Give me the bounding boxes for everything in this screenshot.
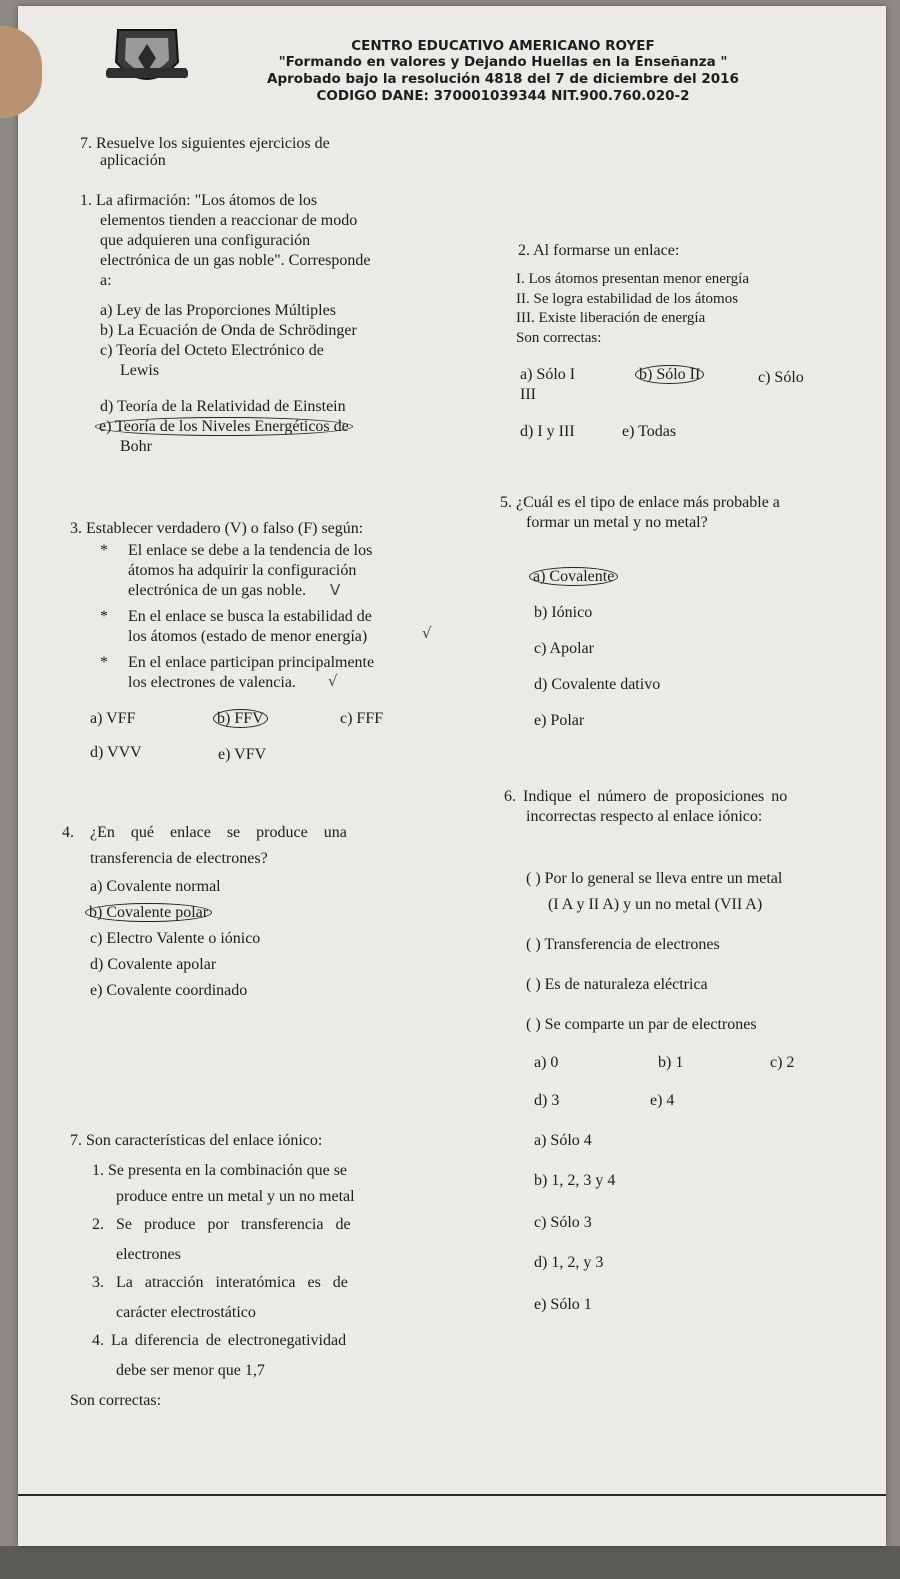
q3-item-3-line-2: los electrones de valencia. <box>128 674 296 691</box>
q6-item-2: ( ) Transferencia de electrones <box>526 936 720 953</box>
instructions-line-1: 7. Resuelve los siguientes ejercicios de <box>80 135 330 152</box>
q6-line-1: 6. Indique el número de proposiciones no <box>504 788 788 805</box>
page-bottom-rule <box>18 1494 886 1496</box>
q5-option-a: a) Covalente <box>529 567 618 586</box>
q3-mark-2: √ <box>422 624 432 642</box>
q3-mark-1: V <box>330 581 341 599</box>
school-motto: "Formando en valores y Dejando Huellas en la Enseñanza " <box>278 54 728 70</box>
q5-option-c: c) Apolar <box>534 640 594 657</box>
q7-item-3-line-1: 3. La atracción interatómica es de <box>92 1274 348 1291</box>
q7-title: 7. Son características del enlace iónico: <box>70 1132 323 1149</box>
q3-option-c: c) FFF <box>340 710 384 727</box>
q6-option-c: c) 2 <box>770 1054 795 1071</box>
q2-statement-1: I. Los átomos presentan menor energía <box>516 271 749 287</box>
q1-option-e: e) Teoría de los Niveles Energéticos de <box>95 417 353 436</box>
school-resolution: Aprobado bajo la resolución 4818 del 7 de diciembre del 2016 <box>267 71 739 87</box>
q5-line-1: 5. ¿Cuál es el tipo de enlace más probable a <box>500 494 780 511</box>
q3-option-e: e) VFV <box>218 746 267 763</box>
q2-option-e: e) Todas <box>622 423 677 440</box>
q1-option-d: d) Teoría de la Relatividad de Einstein <box>100 398 346 415</box>
q7-prompt: Son correctas: <box>70 1392 162 1409</box>
worksheet-page: CENTRO EDUCATIVO AMERICANO ROYEF "Formando en valores y Dejando Huellas en la Enseñanza " Aprobado bajo la resolución 4818 del 7 de diciembre del 2016 CODIGO DANE: 370001039344 NIT.900.760.020-2 7. Resuelve los siguientes ejercicios de aplicación 1. La afirmación: "Los átomos de los elementos tienden a reaccionar de modo que adquieren una configuración electrónica de un gas noble". Corresponde a: a) Ley de las Proporciones Múltiples b) La Ecuación de Onda de Schrödinger c) Teoría del Octeto Electrónico de Lewis d) Teoría de la Relatividad de Einstein e) Teoría de los Niveles Energéticos de Bohr 2. Al formarse un enlace: I. Los átomos presentan menor energía II. Se logra estabilidad de los átomos III. Existe liberación de energía Son correctas: a) Sólo I b) Sólo II c) Sólo III d) I y III e) Todas 3. Establecer verdadero (V) o falso (F) según: * El enlace se debe a la tendencia de los átomos ha adquirir la configuración electrónica de un gas noble. V * En el enlace se busca la estabilidad de los átomos (estado de menor energía) √ * En el enlace participan principalmente los electrones de valencia. √ a) VFF b) FFV c) FFF d) VVV e) VFV 4. ¿En qué enlace se produce una transferencia de electrones? a) Covalente normal b) Covalente polar c) Electro Valente o iónico d) Covalente apolar e) Covalente coordinado 5. ¿Cuál es el tipo de enlace más probable a formar un metal y no metal? a) Covalente b) Iónico c) Apolar d) Covalente dativo e) Polar 6. Indique el número de proposiciones no incorrectas respecto al enlace iónico: ( ) Por lo general se lleva entre un metal (I A y II A) y un no metal (VII A) ( ) Transferencia de electrones ( ) Es de naturaleza eléctrica ( ) Se comparte un par de electrones a) 0 b) 1 c) 2 d) 3 e) 4 7. Son características del enlace iónico: 1. Se presenta en la combinación que se produce entre un metal y un no metal 2. Se produce por transferencia de electrones 3. La atracción interatómica es de carácter electrostático 4. La diferencia de electronegatividad debe ser menor que 1,7 Son correctas: a) Sólo 4 b) 1, 2, 3 y 4 c) Sólo 3 d) 1, 2, y 3 e) Sólo 1 <box>18 6 886 1546</box>
q7-item-4-line-1: 4. La diferencia de electronegatividad <box>92 1332 347 1349</box>
q7-item-1-line-2: produce entre un metal y un no metal <box>116 1188 355 1205</box>
q6-option-a: a) 0 <box>534 1054 559 1071</box>
background-strip <box>0 1546 900 1579</box>
q1-option-c: c) Teoría del Octeto Electrónico de <box>100 342 324 359</box>
q2-title: 2. Al formarse un enlace: <box>518 242 680 259</box>
q2-option-c: c) Sólo <box>758 369 804 386</box>
q4-option-a: a) Covalente normal <box>90 878 221 895</box>
q3-item-1-line-2: átomos ha adquirir la configuración <box>128 562 357 579</box>
q5-option-d: d) Covalente dativo <box>534 676 661 693</box>
q7-item-4-line-2: debe ser menor que 1,7 <box>116 1362 265 1379</box>
q6-option-e: e) 4 <box>650 1092 675 1109</box>
q4-option-d: d) Covalente apolar <box>90 956 217 973</box>
q7-option-e: e) Sólo 1 <box>534 1296 592 1313</box>
q3-option-b: b) FFV <box>213 709 268 728</box>
q2-option-d: d) I y III <box>520 423 575 440</box>
q2-option-c-cont: III <box>520 386 536 403</box>
q3-item-2-line-2: los átomos (estado de menor energía) <box>128 628 368 645</box>
q1-option-b: b) La Ecuación de Onda de Schrödinger <box>100 322 357 339</box>
q5-line-2: formar un metal y no metal? <box>526 514 708 531</box>
q7-item-2-line-2: electrones <box>116 1246 181 1263</box>
q1-option-e-cont: Bohr <box>120 438 152 455</box>
q4-line-2: transferencia de electrones? <box>90 850 268 867</box>
q4-option-c: c) Electro Valente o iónico <box>90 930 261 947</box>
q7-option-a: a) Sólo 4 <box>534 1132 592 1149</box>
q3-item-3-line-1: En el enlace participan principalmente <box>128 654 375 671</box>
q7-option-d: d) 1, 2, y 3 <box>534 1254 604 1271</box>
q2-option-b: b) Sólo II <box>635 365 704 384</box>
q4-line-1: 4. ¿En qué enlace se produce una <box>62 824 347 841</box>
school-code: CODIGO DANE: 370001039344 NIT.900.760.020-2 <box>316 88 690 104</box>
q5-option-b: b) Iónico <box>534 604 593 621</box>
q2-prompt: Son correctas: <box>516 330 602 346</box>
q1-line-1: 1. La afirmación: "Los átomos de los <box>80 192 318 209</box>
instructions-line-2: aplicación <box>100 152 166 169</box>
q7-item-3-line-2: carácter electrostático <box>116 1304 256 1321</box>
q6-line-2: incorrectas respecto al enlace iónico: <box>526 808 763 825</box>
q3-mark-3: √ <box>328 672 338 690</box>
q7-item-1-line-1: 1. Se presenta en la combinación que se <box>92 1162 348 1179</box>
q6-option-d: d) 3 <box>534 1092 560 1109</box>
q2-statement-2: II. Se logra estabilidad de los átomos <box>516 291 739 307</box>
q6-item-1: ( ) Por lo general se lleva entre un metal <box>526 870 783 887</box>
q3-option-a: a) VFF <box>90 710 136 727</box>
q1-line-5: a: <box>100 272 112 289</box>
q1-line-2: elementos tienden a reaccionar de modo <box>100 212 358 229</box>
q1-option-c-cont: Lewis <box>120 362 160 379</box>
q2-statement-3: III. Existe liberación de energía <box>516 310 706 326</box>
q6-item-4: ( ) Se comparte un par de electrones <box>526 1016 757 1033</box>
q2-option-a: a) Sólo I <box>520 366 576 383</box>
q7-option-b: b) 1, 2, 3 y 4 <box>534 1172 616 1189</box>
q6-item-1-cont: (I A y II A) y un no metal (VII A) <box>548 896 763 913</box>
q4-option-e: e) Covalente coordinado <box>90 982 248 999</box>
q4-option-b: b) Covalente polar <box>85 903 212 922</box>
q7-item-2-line-1: 2. Se produce por transferencia de <box>92 1216 351 1233</box>
q1-line-3: que adquieren una configuración <box>100 232 311 249</box>
q6-item-3: ( ) Es de naturaleza eléctrica <box>526 976 708 993</box>
q5-option-e: e) Polar <box>534 712 585 729</box>
q1-option-a: a) Ley de las Proporciones Múltiples <box>100 302 336 319</box>
q3-option-d: d) VVV <box>90 744 142 761</box>
school-name: CENTRO EDUCATIVO AMERICANO ROYEF <box>351 38 655 54</box>
q7-option-c: c) Sólo 3 <box>534 1214 592 1231</box>
q6-option-b: b) 1 <box>658 1054 684 1071</box>
q1-line-4: electrónica de un gas noble". Corresponde <box>100 252 371 269</box>
q3-title: 3. Establecer verdadero (V) o falso (F) según: <box>70 520 364 537</box>
q3-item-1-line-1: El enlace se debe a la tendencia de los <box>128 542 373 559</box>
q3-item-2-line-1: En el enlace se busca la estabilidad de <box>128 608 372 625</box>
q3-item-1-line-3: electrónica de un gas noble. <box>128 582 307 599</box>
